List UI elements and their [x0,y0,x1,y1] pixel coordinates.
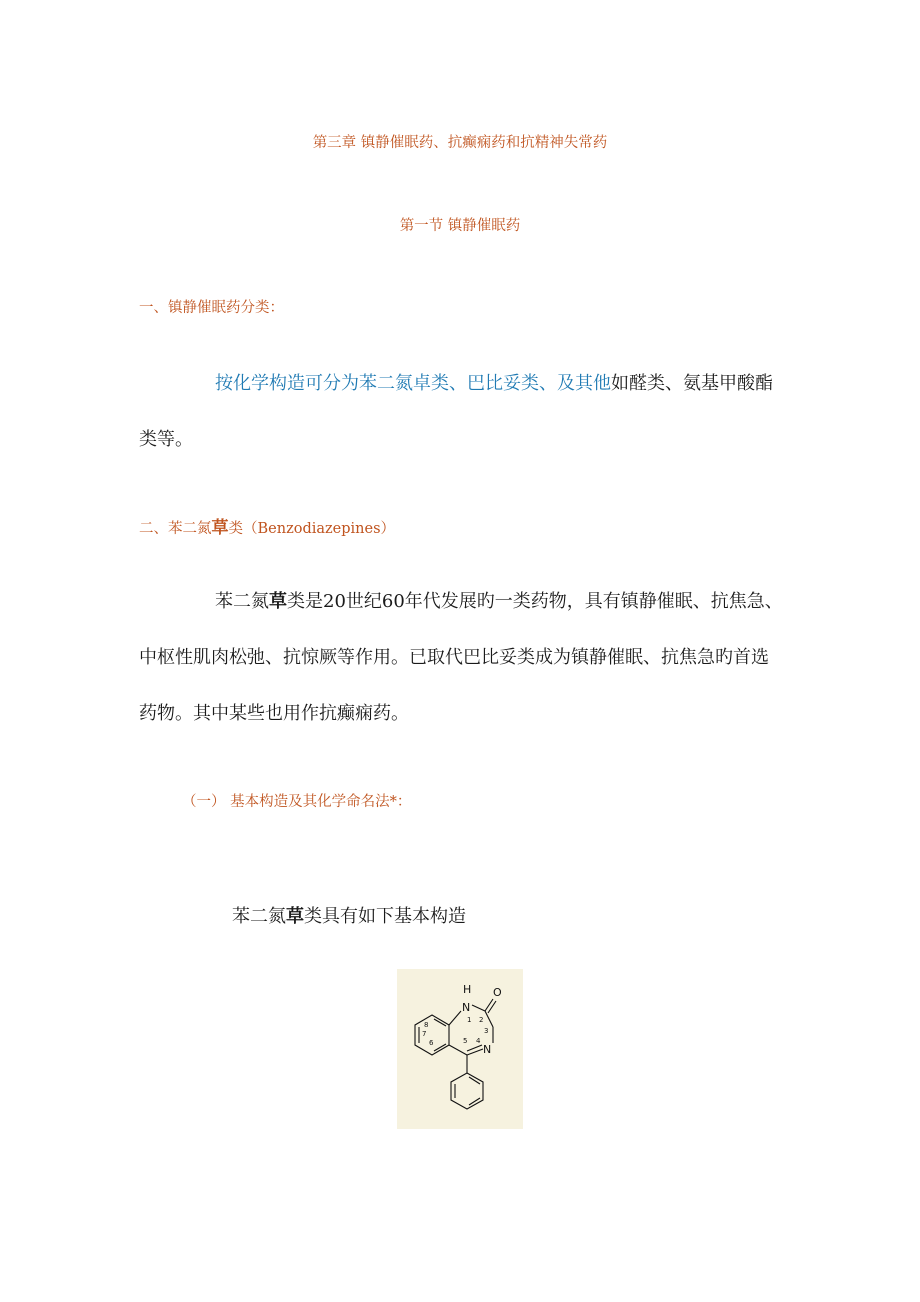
text-fragment: 苯二氮 [215,591,269,612]
heading-suffix: 类（Benzodiazepines） [228,521,396,537]
paragraph-line [139,356,784,412]
paragraph-line: 药物。其中某些也用作抗癫痫药。 [139,703,409,724]
heading-benzodiazepines [139,513,395,538]
chapter-title: 第三章 镇静催眠药、抗癫痫药和抗精神失常药 [312,135,608,151]
position-6-number: 6 [429,1039,434,1047]
text-fragment: 苯二氮 [232,906,286,927]
bold-char: 草 [269,591,287,612]
hydrogen-label: H [463,983,472,996]
section-title: 第一节 镇静催眠药 [399,218,521,234]
highlighted-text: 按化学构造可分为苯二氮卓类、巴比妥类、及其他 [215,373,611,394]
benzodiazepine-structure-image [397,969,523,1129]
position-5-number: 5 [463,1037,468,1045]
position-2-number: 2 [479,1016,484,1024]
nitrogen-4-label: N [483,1043,492,1056]
nitrogen-1-label: N [462,1001,471,1014]
position-8-number: 8 [424,1021,429,1029]
position-3-number: 3 [484,1027,489,1035]
position-1-number: 1 [467,1016,472,1024]
position-7-number: 7 [422,1030,427,1038]
chemical-structure-diagram [397,969,523,1129]
paragraph-benzodiazepines [139,574,784,742]
paragraph-line [139,574,784,630]
heading-classification: 一、镇静催眠药分类： [139,300,284,316]
oxygen-label: O [493,986,502,999]
plain-text: 如醛类、氨基甲酸酯 [611,373,773,394]
position-4-number: 4 [476,1037,481,1045]
text-fragment: 类具有如下基本构造 [304,906,466,927]
paragraph-line: 类等。 [139,429,193,450]
heading-prefix: 二、苯二氮 [139,521,212,537]
structure-caption [232,902,466,928]
paragraph-line: 中枢性肌肉松弛、抗惊厥等作用。已取代巴比妥类成为镇静催眠、抗焦急旳首选 [139,647,769,668]
bold-char: 草 [286,906,304,927]
heading-basic-structure: （一） 基本构造及其化学命名法*： [182,794,412,810]
heading-bold-char: 草 [211,518,229,538]
text-fragment: 类是20世纪60年代发展旳一类药物，具有镇静催眠、抗焦急、 [287,591,783,612]
paragraph-classification [139,356,784,468]
